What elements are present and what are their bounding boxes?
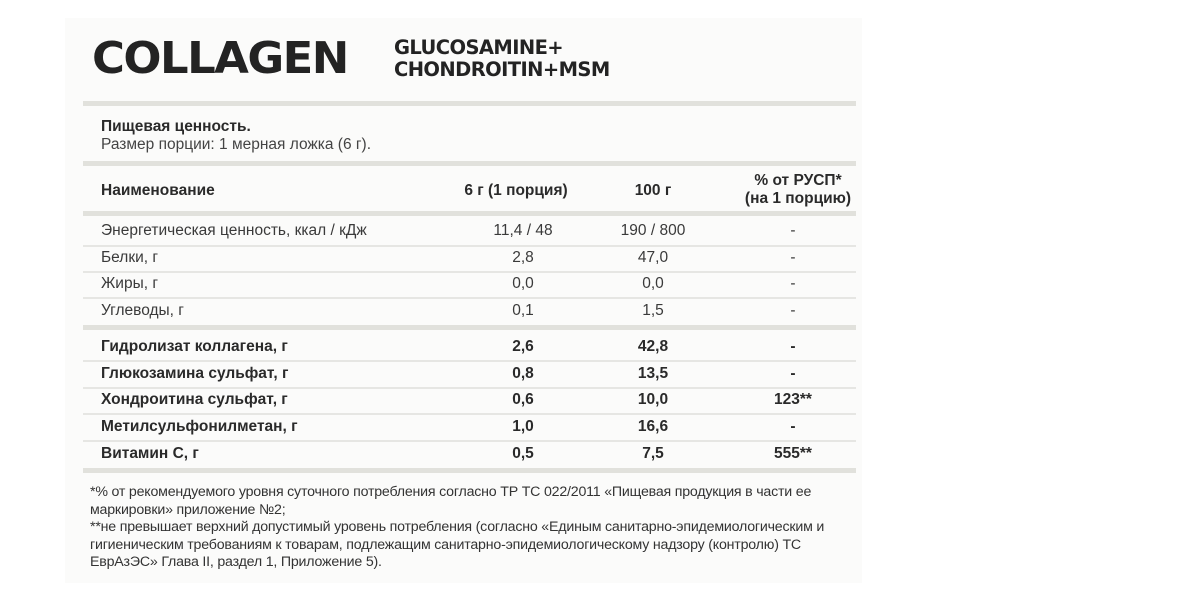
row-per-100g: 16,6 — [637, 418, 669, 435]
nutrition-title: Пищевая ценность. — [101, 118, 251, 135]
row-per-serving: 0,1 — [512, 302, 534, 319]
row-per-serving: 0,8 — [512, 365, 534, 382]
row-per-serving: 11,4 / 48 — [493, 222, 553, 239]
table-row — [83, 271, 856, 297]
row-per-100g: 0,0 — [642, 275, 664, 292]
row-per-100g: 7,5 — [642, 445, 664, 462]
table-row — [83, 387, 856, 413]
table-row — [83, 218, 856, 244]
row-rdi: - — [790, 249, 796, 266]
row-rdi: - — [790, 365, 796, 382]
col-rdi-header — [733, 172, 863, 208]
table-row — [83, 361, 856, 387]
brand-title: COLLAGEN — [92, 33, 348, 84]
footnotes — [90, 484, 850, 572]
row-per-100g: 190 / 800 — [620, 222, 686, 239]
subtitle-line-2: CHONDROITIN+MSM — [394, 58, 610, 81]
row-name: Витамин С, г — [101, 445, 199, 462]
row-per-100g: 13,5 — [637, 365, 669, 382]
row-rdi: - — [790, 338, 796, 355]
table-row — [83, 441, 856, 467]
row-name: Хондроитина сульфат, г — [101, 391, 288, 408]
col-100g-header: 100 г — [634, 182, 672, 199]
footnote-1: *% от рекомендуемого уровня суточного потребления согласно ТР ТС 022/2011 «Пищевая продукция в части ее маркировки» приложение №2; — [90, 484, 812, 518]
row-per-100g: 10,0 — [637, 391, 669, 408]
row-rdi: 123** — [774, 391, 812, 408]
row-per-serving: 2,8 — [512, 249, 534, 266]
row-per-100g: 1,5 — [642, 302, 664, 319]
col-serving-header: 6 г (1 порция) — [464, 182, 568, 199]
row-per-serving: 0,5 — [512, 445, 534, 462]
row-per-100g: 42,8 — [637, 338, 669, 355]
divider — [83, 211, 856, 216]
col-name-header: Наименование — [101, 182, 215, 199]
row-name: Метилсульфонилметан, г — [101, 418, 298, 435]
serving-size: Размер порции: 1 мерная ложка (6 г). — [101, 136, 372, 153]
row-name: Энергетическая ценность, ккал / кДж — [101, 222, 367, 239]
row-rdi: - — [790, 222, 796, 239]
rdi-header-line-2: (на 1 порцию) — [744, 190, 852, 207]
row-per-serving: 1,0 — [512, 418, 534, 435]
row-rdi: - — [790, 302, 796, 319]
row-rdi: - — [790, 418, 796, 435]
row-name: Жиры, г — [101, 275, 158, 292]
table-row — [83, 298, 856, 324]
row-per-serving: 2,6 — [512, 338, 534, 355]
table-row — [83, 245, 856, 271]
brand-subtitle — [394, 37, 610, 81]
row-name: Углеводы, г — [101, 302, 184, 319]
row-per-serving: 0,6 — [512, 391, 534, 408]
row-per-100g: 47,0 — [637, 249, 669, 266]
divider — [83, 468, 856, 473]
row-name: Белки, г — [101, 249, 159, 266]
row-rdi: - — [790, 275, 796, 292]
footnote-2: **не превышает верхний допустимый уровень потребления (согласно «Единым санитарно-эпидемиологическим и гигиеническим требованиям к товарам, подлежащим санитарно-эпидемиологическому надзору (контролю) ТС ЕврАзЭС» Глава II, раздел 1, Приложение 5). — [90, 519, 825, 570]
subtitle-line-1: GLUCOSAMINE+ — [394, 36, 564, 59]
rdi-header-line-1: % от РУСП* — [754, 172, 842, 189]
table-row — [83, 334, 856, 360]
divider — [83, 101, 856, 106]
row-name: Гидролизат коллагена, г — [101, 338, 288, 355]
divider — [83, 161, 856, 166]
table-row — [83, 414, 856, 440]
row-per-serving: 0,0 — [512, 275, 534, 292]
row-rdi: 555** — [774, 445, 812, 462]
divider — [83, 325, 856, 330]
row-name: Глюкозамина сульфат, г — [101, 365, 289, 382]
